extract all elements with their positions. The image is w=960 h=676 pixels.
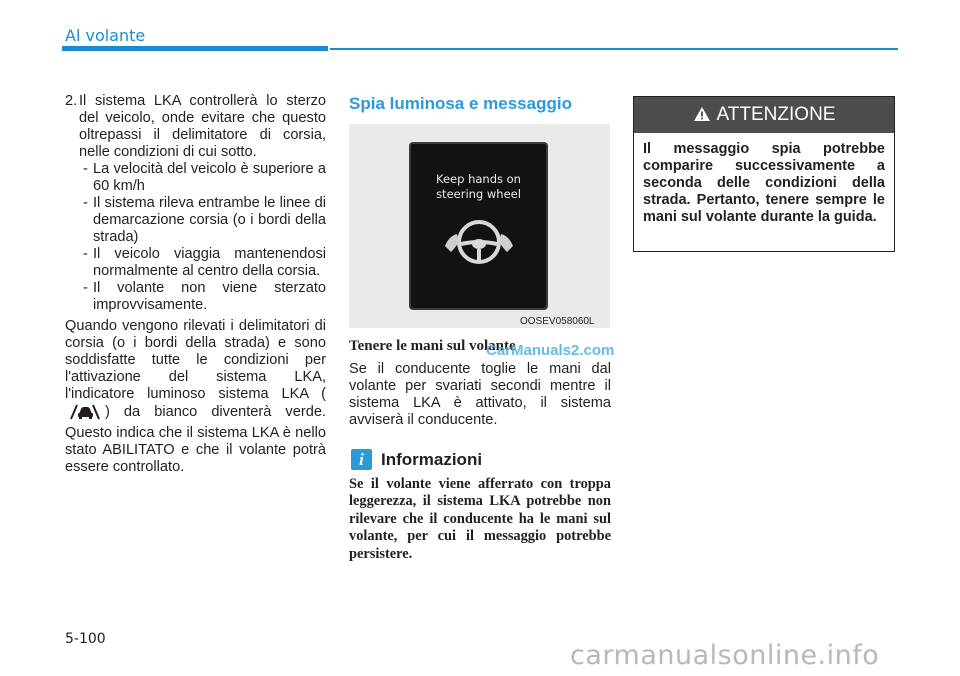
condition-item: - Il veicolo viaggia mantenendosi normalmente al centro della corsia. xyxy=(83,246,326,279)
condition-item: - Il sistema rileva entrambe le linee di demarcazione corsia (o i bordi della strada) xyxy=(83,195,326,245)
info-body: Se il volante viene afferrato con troppa leggerezza, il sistema LKA potrebbe non rilevare che il conducente ha le mani sul volante, per cui il messaggio potrebbe persistere. xyxy=(349,476,611,562)
lka-indicator-icon xyxy=(68,403,102,425)
info-title: Informazioni xyxy=(381,450,483,469)
warning-description: Se il conducente toglie le mani dal volante per svariati secondi mentre il sistema LKA è attivato, il sistema avviserà il conducente. xyxy=(349,361,611,428)
numbered-item xyxy=(65,93,326,161)
warning-box xyxy=(633,96,895,252)
condition-item: - La velocità del veicolo è superiore a 60 km/h xyxy=(83,161,326,194)
condition-text: Il veicolo viaggia mantenendosi normalmente al centro della corsia. xyxy=(93,246,326,279)
figure-code: OOSEV058060L xyxy=(520,316,595,327)
condition-item: - Il volante non viene sterzato improvvisamente. xyxy=(83,280,326,313)
section-title: Al volante xyxy=(65,26,146,45)
section-heading: Spia luminosa e messaggio xyxy=(349,94,572,113)
page-number: 5-100 xyxy=(65,631,106,647)
header-rule-thin xyxy=(330,48,898,50)
watermark-logo: CarManuals2.com xyxy=(486,342,615,359)
condition-text: Il sistema rileva entrambe le linee di demarcazione corsia (o i bordi della strada) xyxy=(93,195,326,245)
cluster-display xyxy=(409,142,548,310)
warning-triangle-icon xyxy=(693,99,711,135)
steering-wheel-hands-icon xyxy=(441,216,517,264)
header-rule-thick xyxy=(62,46,328,51)
left-column xyxy=(65,93,326,476)
footer-watermark: carmanualsonline.info xyxy=(570,640,880,671)
item-number: 2. xyxy=(65,93,78,109)
display-message: Keep hands on steering wheel xyxy=(436,172,521,201)
item-text: Il sistema LKA controllerà lo sterzo del veicolo, onde evitare che questo oltrepassi il delimitatore di corsia, nelle condizioni di cui sotto. xyxy=(79,93,326,160)
condition-text: Il volante non viene sterzato improvvisamente. xyxy=(93,280,326,313)
warning-title: ATTENZIONE xyxy=(716,104,836,125)
figure-caption: Tenere le mani sul volante xyxy=(349,338,516,354)
warning-body: Il messaggio spia potrebbe comparire successivamente a seconda delle condizioni della strada. Pertanto, tenere sempre le mani sul volante durante la guida. xyxy=(643,141,885,225)
warning-header xyxy=(634,97,894,133)
lka-indicator-paragraph: Quando vengono rilevati i delimitatori di corsia (o i bordi della strada) e sono soddisfatte tutte le condizioni per l'attivazione del sistema LKA, l'indicatore luminoso sistema LKA () da bianco diventerà verde. Questo indica che il sistema LKA è nello stato ABILITATO e che il volante potrà essere controllato. xyxy=(65,318,326,475)
info-icon: i xyxy=(351,449,372,470)
condition-text: La velocità del veicolo è superiore a 60 km/h xyxy=(93,161,326,194)
